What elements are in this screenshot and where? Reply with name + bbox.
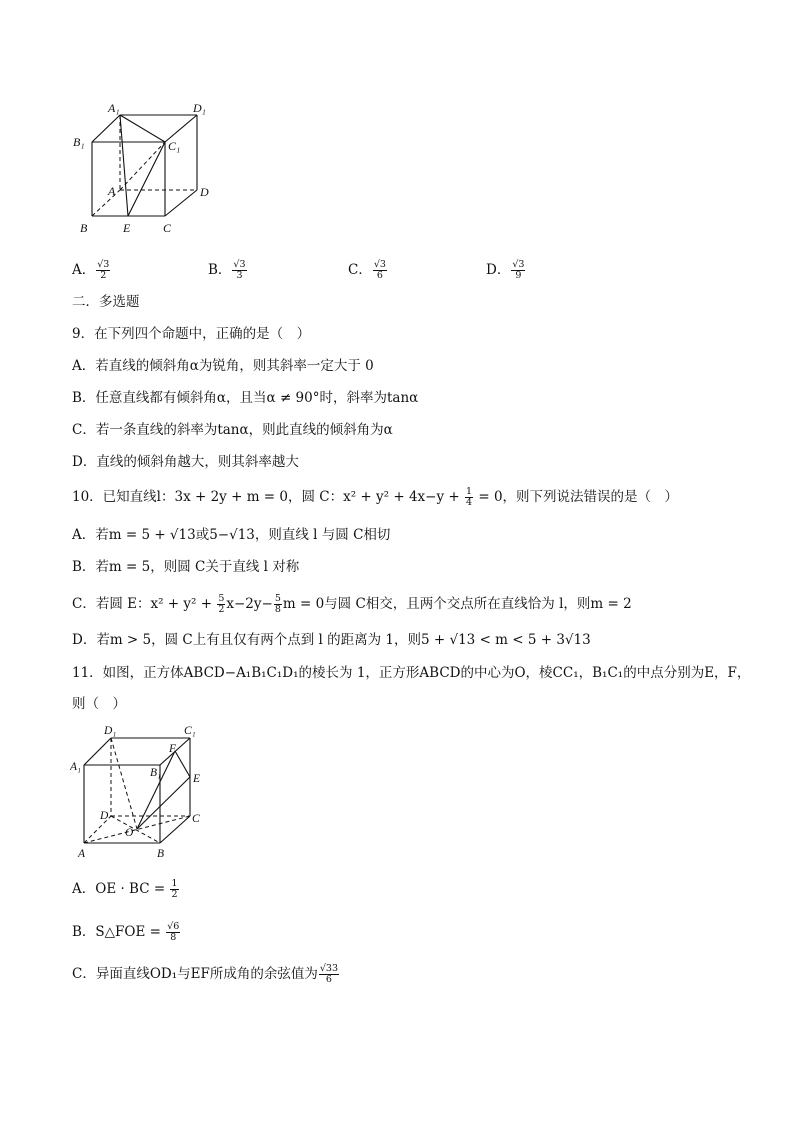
q10-option-c: C．若圆 E：x² + y² + $\frac{5}{2}$ x−2y− $\frac{5}{8}$ m = 0与圆 C相交，且两个交点所在直线恰为 l，则m = 2 <box>72 593 632 615</box>
label-D1: D₁ <box>193 101 206 115</box>
label-A: A <box>78 848 86 860</box>
label-C1: C₁ <box>184 725 196 737</box>
q11-option-c: C．异面直线OD₁与EF所成角的余弦值为 $\frac{√33}{6}$ <box>72 963 339 985</box>
section-title: 二．多选题 <box>72 294 140 310</box>
q9-option-b: B．任意直线都有倾斜角α，且当α ≠ 90°时，斜率为tanα <box>72 390 419 406</box>
label-O: O <box>125 827 134 839</box>
q9-option-d: D．直线的倾斜角越大，则其斜率越大 <box>72 454 299 470</box>
q8-option-d: D． $\frac{√3}{9}$ <box>486 259 525 281</box>
q9-stem: 9．在下列四个命题中，正确的是（ ） <box>72 326 311 342</box>
label-B: B <box>157 848 165 860</box>
label-B: B <box>80 221 88 235</box>
q9-option-c: C．若一条直线的斜率为tanα，则此直线的倾斜角为α <box>72 422 393 438</box>
q8-option-a: A． $\frac{√3}{2}$ <box>72 259 110 281</box>
label-A1: A₁ <box>108 101 120 115</box>
cube-figure-q8 <box>70 92 230 242</box>
label-C: C <box>163 221 172 235</box>
label-A1: A₁ <box>70 761 82 773</box>
q10-option-b: B．若m = 5，则圆 C关于直线 l 对称 <box>72 559 300 575</box>
label-D: D <box>200 185 209 199</box>
q11-stem-line2: 则（ ） <box>72 696 126 712</box>
label-A: A <box>108 184 116 198</box>
q9-option-a: A．若直线的倾斜角α为锐角，则其斜率一定大于 0 <box>72 358 374 374</box>
q11-stem-line1: 11．如图，正方体ABCD−A₁B₁C₁D₁的棱长为 1，正方形ABCD的中心为O，棱CC₁，B₁C₁的中点分别为E，F， <box>72 665 751 681</box>
label-C: C <box>192 813 200 825</box>
label-D1: D₁ <box>104 725 117 737</box>
label-E: E <box>123 221 131 235</box>
q10-stem: 10．已知直线l：3x + 2y + m = 0，圆 C：x² + y² + 4x−y + $\frac{1}{4}$ = 0，则下列说法错误的是（ ） <box>72 486 679 508</box>
label-C1: C₁ <box>168 139 181 153</box>
q10-option-d: D．若m > 5，圆 C上有且仅有两个点到 l 的距离为 1，则5 + √13 < m < 5 + 3√13 <box>72 632 591 648</box>
label-B1: B₁ <box>150 767 162 779</box>
label-D: D <box>100 810 109 822</box>
cube-figure-q11 <box>70 722 210 862</box>
label-F: F <box>169 743 177 755</box>
label-E: E <box>193 773 201 785</box>
q8-option-c: C． $\frac{√3}{6}$ <box>348 259 386 281</box>
q8-option-b: B． $\frac{√3}{3}$ <box>208 259 246 281</box>
q11-option-a: A．OE · BC = $\frac{1}{2}$ <box>72 878 178 900</box>
label-B1: B₁ <box>73 135 85 149</box>
q11-option-b: B．S△FOE = $\frac{√6}{8}$ <box>72 921 180 943</box>
q10-option-a: A．若m = 5 + √13或5−√13，则直线 l 与圆 C相切 <box>72 527 391 543</box>
